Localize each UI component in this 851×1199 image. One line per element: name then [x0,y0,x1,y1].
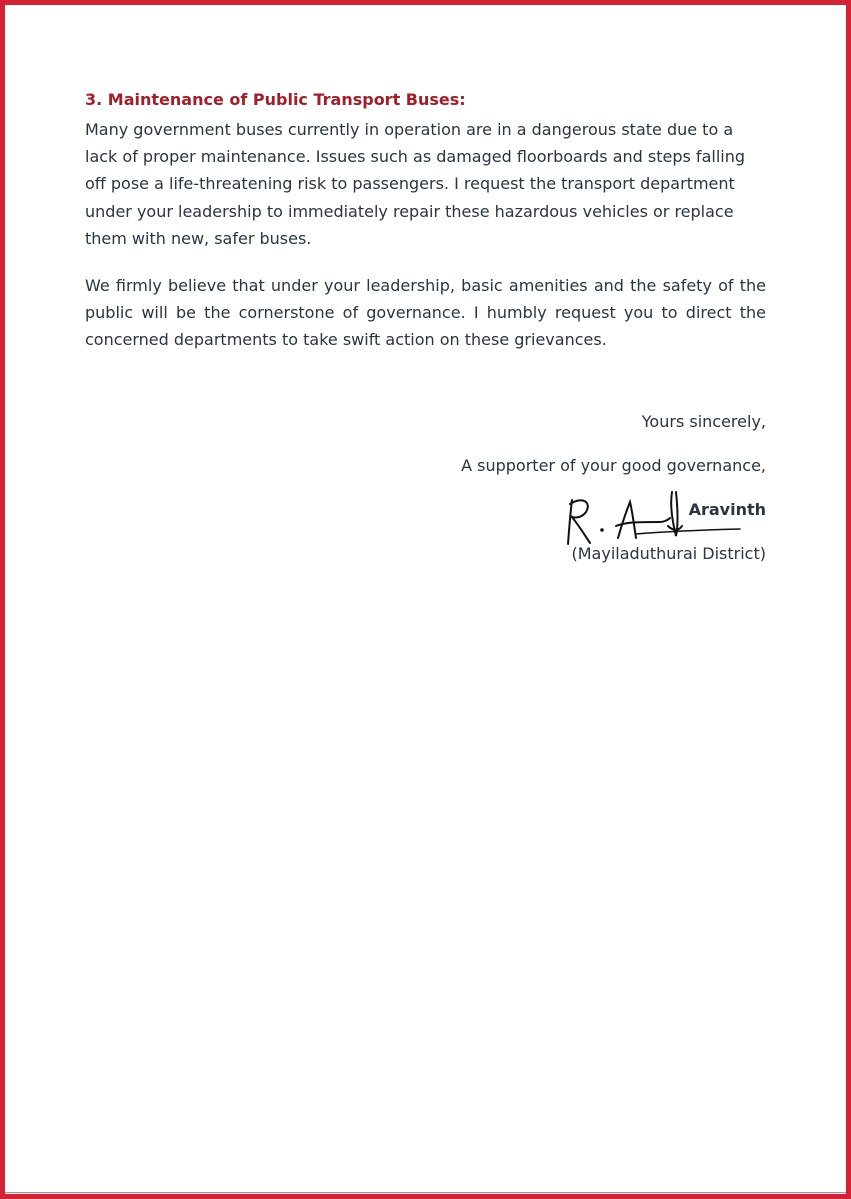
section-heading: 3. Maintenance of Public Transport Buses: [85,90,466,109]
closing-salutation: Yours sincerely, [641,412,766,431]
conclusion-paragraph: We firmly believe that under your leadership, basic amenities and the safety of the public will be the cornerstone of governance. I humbly request you to direct the concerned departments to take swift action on these grievances. [85,276,766,350]
closing-descriptor: A supporter of your good governance, [461,456,766,475]
signer-name: Aravinth [688,500,766,519]
letter-body [85,88,766,354]
section-paragraph: Many government buses currently in operation are in a dangerous state due to a lack of proper maintenance. Issues such as damaged floorboards and steps falling off pose a life-threatening risk to passengers. I request the transport department under your leadership to immediately repair these hazardous vehicles or replace them with new, safer buses. [85,120,745,248]
signer-district: (Mayiladuthurai District) [571,544,766,563]
bottom-rule [5,1192,846,1193]
